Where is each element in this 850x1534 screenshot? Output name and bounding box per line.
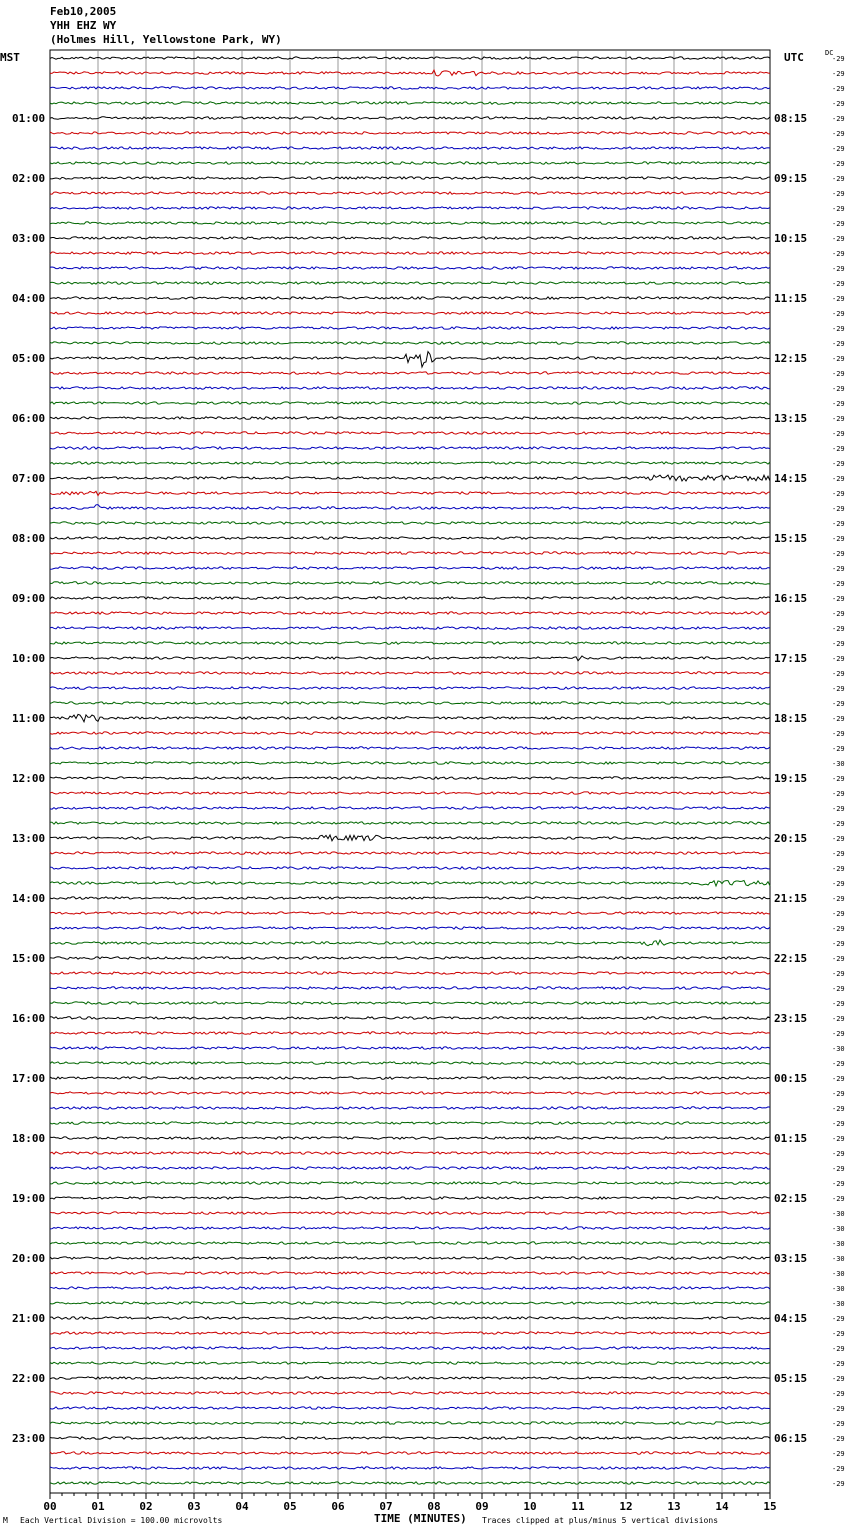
dc-offset-label: -29: [832, 1165, 845, 1173]
dc-offset-label: -29: [832, 595, 845, 603]
mst-hour-label: 23:00: [12, 1432, 46, 1445]
trace-line: [50, 732, 770, 734]
trace-line: [50, 237, 770, 239]
utc-hour-label: 11:15: [774, 292, 808, 305]
dc-offset-label: -29: [832, 1450, 845, 1458]
x-tick-label: 01: [91, 1500, 105, 1513]
dc-offset-label: -29: [832, 370, 845, 378]
trace-line: [50, 672, 770, 674]
dc-offset-label: -29: [832, 340, 845, 348]
trace-line: [50, 612, 770, 614]
dc-offset-label: -29: [832, 805, 845, 813]
dc-offset-label: -29: [832, 1195, 845, 1203]
dc-offset-label: -29: [832, 790, 845, 798]
dc-offset-label: -29: [832, 1345, 845, 1353]
trace-line: [50, 912, 770, 914]
mst-hour-label: 08:00: [12, 532, 46, 545]
trace-line: [50, 1152, 770, 1154]
trace-line: [50, 597, 770, 599]
utc-hour-label: 08:15: [774, 112, 808, 125]
dc-offset-label: -29: [832, 280, 845, 288]
trace-line: [50, 1377, 770, 1379]
trace-line: [50, 1197, 770, 1199]
dc-offset-label: -29: [832, 1480, 845, 1488]
x-tick-label: 07: [379, 1500, 393, 1513]
mst-hour-label: 05:00: [12, 352, 46, 365]
trace-line: [50, 475, 770, 481]
trace-line: [50, 792, 770, 794]
dc-offset-label: -29: [832, 1030, 845, 1038]
trace-line: [50, 177, 770, 179]
x-tick-label: 09: [475, 1500, 489, 1513]
mst-hour-label: 16:00: [12, 1012, 46, 1025]
dc-offset-label: -29: [832, 895, 845, 903]
trace-line: [50, 656, 770, 661]
trace-line: [50, 1362, 770, 1364]
trace-line: [50, 567, 770, 569]
trace-line: [50, 957, 770, 959]
trace-line: [50, 537, 770, 539]
utc-hour-label: 06:15: [774, 1432, 808, 1445]
trace-line: [50, 852, 770, 854]
trace-line: [50, 867, 770, 869]
dc-offset-label: -29: [832, 505, 845, 513]
trace-line: [50, 491, 770, 495]
dc-offset-label: -29: [832, 220, 845, 228]
trace-line: [50, 822, 770, 824]
dc-offset-label: -29: [832, 550, 845, 558]
trace-line: [50, 881, 770, 887]
mst-hour-label: 21:00: [12, 1312, 46, 1325]
trace-line: [50, 1017, 770, 1019]
dc-offset-label: -29: [832, 1150, 845, 1158]
footer-logo: M: [3, 1516, 8, 1525]
dc-offset-label: -29: [832, 115, 845, 123]
dc-offset-label: -29: [832, 190, 845, 198]
dc-offset-label: -29: [832, 1420, 845, 1428]
dc-offset-label: -29: [832, 445, 845, 453]
dc-offset-label: -29: [832, 640, 845, 648]
trace-line: [50, 1182, 770, 1184]
trace-line: [50, 714, 770, 721]
dc-offset-label: -29: [832, 265, 845, 273]
plot-frame: [50, 50, 770, 1493]
trace-line: [50, 1227, 770, 1229]
dc-offset-label: -29: [832, 580, 845, 588]
dc-offset-label: -29: [832, 880, 845, 888]
dc-offset-label: -29: [832, 1465, 845, 1473]
trace-line: [50, 1077, 770, 1079]
left-timezone: MST: [0, 51, 20, 64]
dc-offset-label: -29: [832, 310, 845, 318]
trace-line: [50, 282, 770, 284]
dc-offset-label: -29: [832, 460, 845, 468]
trace-line: [50, 117, 770, 119]
trace-line: [50, 582, 770, 584]
dc-offset-label: -30: [832, 1240, 845, 1248]
utc-hour-label: 02:15: [774, 1192, 808, 1205]
trace-line: [50, 162, 770, 164]
mst-hour-label: 18:00: [12, 1132, 46, 1145]
trace-line: [50, 1317, 770, 1319]
utc-hour-label: 16:15: [774, 592, 808, 605]
trace-line: [50, 642, 770, 644]
trace-line: [50, 1287, 770, 1289]
trace-line: [50, 505, 770, 510]
trace-line: [50, 57, 770, 59]
mst-hour-label: 17:00: [12, 1072, 46, 1085]
dc-offset-label: -29: [832, 1435, 845, 1443]
trace-line: [50, 1257, 770, 1259]
dc-offset-label: -29: [832, 1135, 845, 1143]
dc-offset-label: -30: [832, 1225, 845, 1233]
trace-line: [50, 627, 770, 629]
utc-hour-label: 18:15: [774, 712, 808, 725]
trace-line: [50, 1212, 770, 1214]
dc-offset-label: -29: [832, 145, 845, 153]
trace-line: [50, 352, 770, 367]
dc-offset-label: -29: [832, 1060, 845, 1068]
x-tick-label: 04: [235, 1500, 249, 1513]
x-tick-label: 00: [43, 1500, 57, 1513]
dc-offset-label: -29: [832, 400, 845, 408]
dc-offset-label: -29: [832, 1390, 845, 1398]
dc-offset-label: -29: [832, 1075, 845, 1083]
dc-offset-label: -29: [832, 910, 845, 918]
trace-line: [50, 1242, 770, 1244]
mst-hour-label: 02:00: [12, 172, 46, 185]
dc-offset-label: -29: [832, 1105, 845, 1113]
utc-hour-label: 21:15: [774, 892, 808, 905]
trace-line: [50, 312, 770, 314]
dc-offset-label: -29: [832, 415, 845, 423]
dc-label: DC: [825, 49, 834, 57]
trace-line: [50, 1047, 770, 1049]
dc-offset-label: -30: [832, 1270, 845, 1278]
trace-line: [50, 462, 770, 464]
dc-offset-label: -29: [832, 565, 845, 573]
trace-line: [50, 1137, 770, 1139]
dc-offset-label: -29: [832, 385, 845, 393]
utc-hour-label: 13:15: [774, 412, 808, 425]
mst-hour-label: 19:00: [12, 1192, 46, 1205]
trace-line: [50, 132, 770, 134]
dc-offset-label: -29: [832, 70, 845, 78]
utc-hour-label: 09:15: [774, 172, 808, 185]
mst-hour-label: 15:00: [12, 952, 46, 965]
utc-hour-label: 01:15: [774, 1132, 808, 1145]
mst-hour-label: 22:00: [12, 1372, 46, 1385]
trace-line: [50, 940, 770, 946]
mst-hour-label: 07:00: [12, 472, 46, 485]
trace-line: [50, 102, 770, 104]
utc-hour-label: 22:15: [774, 952, 808, 965]
trace-line: [50, 1302, 770, 1304]
mst-hour-label: 09:00: [12, 592, 46, 605]
trace-line: [50, 1062, 770, 1064]
utc-hour-label: 00:15: [774, 1072, 808, 1085]
trace-line: [50, 1347, 770, 1349]
mst-hour-label: 14:00: [12, 892, 46, 905]
mst-hour-label: 01:00: [12, 112, 46, 125]
trace-line: [50, 1482, 770, 1484]
trace-line: [50, 1122, 770, 1124]
dc-offset-label: -29: [832, 355, 845, 363]
trace-line: [50, 897, 770, 899]
dc-offset-label: -29: [832, 730, 845, 738]
dc-offset-label: -29: [832, 490, 845, 498]
trace-line: [50, 1167, 770, 1169]
dc-offset-label: -29: [832, 970, 845, 978]
date-label: Feb10,2005: [50, 5, 117, 18]
dc-offset-label: -29: [832, 1015, 845, 1023]
dc-offset-label: -30: [832, 1300, 845, 1308]
x-tick-label: 12: [619, 1500, 633, 1513]
dc-offset-label: -29: [832, 940, 845, 948]
trace-line: [50, 1272, 770, 1274]
utc-hour-label: 14:15: [774, 472, 808, 485]
dc-offset-label: -29: [832, 295, 845, 303]
trace-line: [50, 1032, 770, 1034]
trace-line: [50, 702, 770, 704]
trace-line: [50, 70, 770, 76]
dc-offset-label: -29: [832, 235, 845, 243]
x-tick-label: 05: [283, 1500, 297, 1513]
x-tick-label: 13: [667, 1500, 681, 1513]
dc-offset-label: -30: [832, 760, 845, 768]
mst-hour-label: 11:00: [12, 712, 46, 725]
dc-offset-label: -29: [832, 1360, 845, 1368]
x-tick-label: 02: [139, 1500, 153, 1513]
trace-line: [50, 807, 770, 809]
dc-offset-label: -29: [832, 1315, 845, 1323]
dc-offset-label: -29: [832, 100, 845, 108]
mst-hour-label: 10:00: [12, 652, 46, 665]
dc-offset-label: -29: [832, 610, 845, 618]
dc-offset-label: -29: [832, 670, 845, 678]
trace-line: [50, 1437, 770, 1439]
utc-hour-label: 10:15: [774, 232, 808, 245]
trace-line: [50, 147, 770, 149]
trace-line: [50, 447, 770, 449]
mst-hour-label: 12:00: [12, 772, 46, 785]
trace-line: [50, 222, 770, 224]
dc-offset-label: -29: [832, 925, 845, 933]
dc-offset-label: -29: [832, 1330, 845, 1338]
mst-hour-label: 03:00: [12, 232, 46, 245]
dc-offset-label: -29: [832, 835, 845, 843]
dc-offset-label: -29: [832, 475, 845, 483]
dc-offset-label: -29: [832, 745, 845, 753]
dc-offset-label: -29: [832, 175, 845, 183]
trace-line: [50, 1392, 770, 1394]
utc-hour-label: 05:15: [774, 1372, 808, 1385]
x-tick-label: 10: [523, 1500, 537, 1513]
utc-hour-label: 15:15: [774, 532, 808, 545]
location-label: (Holmes Hill, Yellowstone Park, WY): [50, 33, 282, 46]
dc-offset-label: -29: [832, 1375, 845, 1383]
dc-offset-label: -29: [832, 655, 845, 663]
utc-hour-label: 20:15: [774, 832, 808, 845]
trace-line: [50, 207, 770, 209]
dc-offset-label: -29: [832, 820, 845, 828]
x-tick-label: 06: [331, 1500, 345, 1513]
trace-line: [50, 1107, 770, 1109]
utc-hour-label: 03:15: [774, 1252, 808, 1265]
dc-offset-label: -29: [832, 1120, 845, 1128]
dc-offset-label: -29: [832, 715, 845, 723]
dc-offset-label: -29: [832, 130, 845, 138]
dc-offset-label: -29: [832, 865, 845, 873]
scale-note: Each Vertical Division = 100.00 microvolts: [20, 1516, 223, 1525]
dc-offset-label: -29: [832, 205, 845, 213]
clip-note: Traces clipped at plus/minus 5 vertical divisions: [482, 1516, 719, 1525]
dc-offset-label: -29: [832, 985, 845, 993]
trace-line: [50, 1452, 770, 1454]
dc-offset-label: -29: [832, 55, 845, 63]
dc-offset-label: -29: [832, 1180, 845, 1188]
trace-line: [50, 747, 770, 749]
station-label: YHH EHZ WY: [50, 19, 117, 32]
x-axis-title: TIME (MINUTES): [374, 1512, 467, 1525]
dc-offset-label: -29: [832, 325, 845, 333]
trace-line: [50, 417, 770, 419]
dc-offset-label: -29: [832, 520, 845, 528]
dc-offset-label: -29: [832, 1000, 845, 1008]
trace-line: [50, 297, 770, 299]
mst-hour-label: 06:00: [12, 412, 46, 425]
dc-offset-label: -29: [832, 700, 845, 708]
trace-line: [50, 402, 770, 404]
x-tick-label: 14: [715, 1500, 729, 1513]
trace-line: [50, 1332, 770, 1334]
trace-line: [50, 372, 770, 374]
x-tick-label: 03: [187, 1500, 201, 1513]
trace-line: [50, 972, 770, 974]
dc-offset-label: -29: [832, 160, 845, 168]
trace-line: [50, 252, 770, 254]
utc-hour-label: 23:15: [774, 1012, 808, 1025]
trace-line: [50, 835, 770, 841]
utc-hour-label: 12:15: [774, 352, 808, 365]
mst-hour-label: 13:00: [12, 832, 46, 845]
trace-line: [50, 552, 770, 554]
trace-line: [50, 1407, 770, 1409]
trace-line: [50, 432, 770, 434]
x-tick-label: 08: [427, 1500, 441, 1513]
dc-offset-label: -29: [832, 1090, 845, 1098]
trace-line: [50, 687, 770, 689]
x-tick-label: 15: [763, 1500, 777, 1513]
x-tick-label: 11: [571, 1500, 585, 1513]
dc-offset-label: -29: [832, 250, 845, 258]
trace-line: [50, 777, 770, 779]
dc-offset-label: -29: [832, 535, 845, 543]
dc-offset-label: -29: [832, 625, 845, 633]
trace-line: [50, 387, 770, 389]
dc-offset-label: -30: [832, 1045, 845, 1053]
dc-offset-label: -30: [832, 1285, 845, 1293]
trace-line: [50, 342, 770, 344]
dc-offset-label: -29: [832, 955, 845, 963]
trace-line: [50, 192, 770, 194]
dc-offset-label: -29: [832, 85, 845, 93]
dc-offset-label: -29: [832, 1405, 845, 1413]
trace-line: [50, 1467, 770, 1469]
trace-line: [50, 1002, 770, 1004]
trace-line: [50, 522, 770, 524]
trace-line: [50, 1422, 770, 1424]
mst-hour-label: 20:00: [12, 1252, 46, 1265]
trace-line: [50, 762, 770, 764]
utc-hour-label: 17:15: [774, 652, 808, 665]
trace-line: [50, 1092, 770, 1094]
trace-line: [50, 927, 770, 929]
dc-offset-label: -29: [832, 685, 845, 693]
dc-offset-label: -30: [832, 1255, 845, 1263]
mst-hour-label: 04:00: [12, 292, 46, 305]
dc-offset-label: -29: [832, 775, 845, 783]
utc-hour-label: 04:15: [774, 1312, 808, 1325]
dc-offset-label: -29: [832, 430, 845, 438]
dc-offset-label: -30: [832, 1210, 845, 1218]
dc-offset-label: -29: [832, 850, 845, 858]
trace-line: [50, 267, 770, 269]
trace-line: [50, 327, 770, 329]
right-timezone: UTC: [784, 51, 804, 64]
trace-line: [50, 987, 770, 989]
utc-hour-label: 19:15: [774, 772, 808, 785]
trace-line: [50, 87, 770, 89]
